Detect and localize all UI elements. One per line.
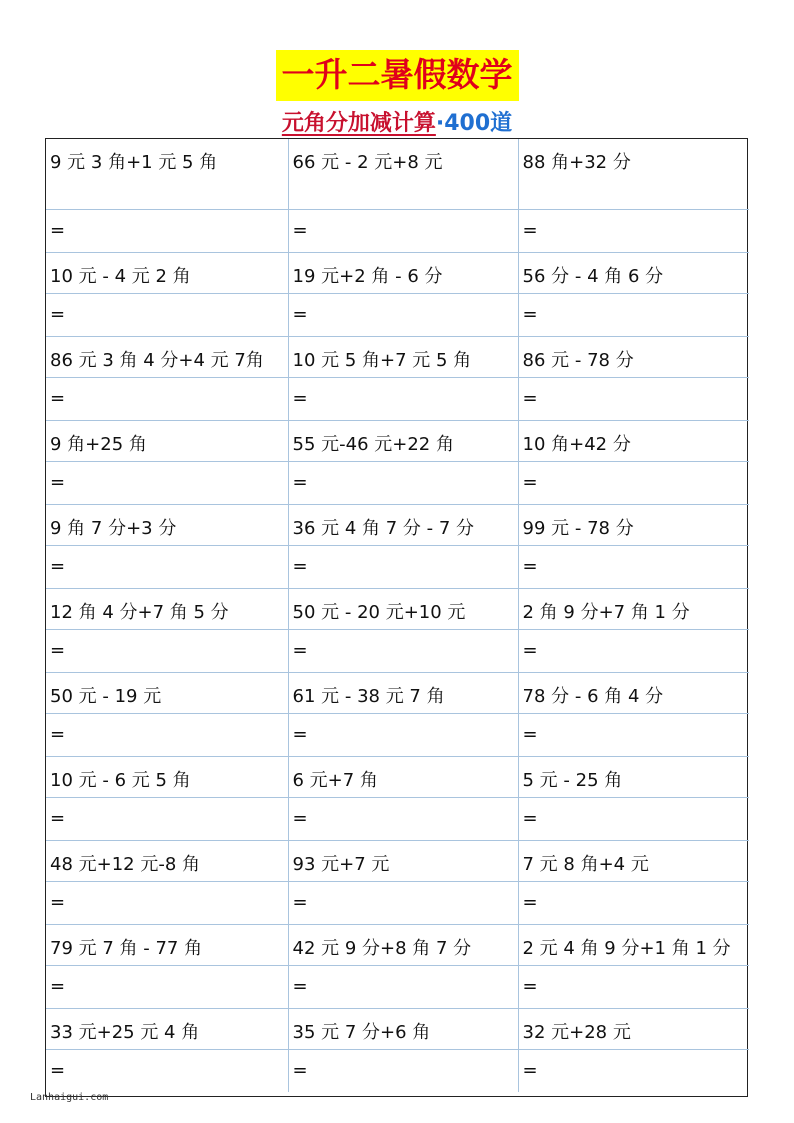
answer-cell[interactable]: = <box>288 965 518 1008</box>
answer-cell[interactable]: = <box>518 965 749 1008</box>
answer-cell[interactable]: = <box>518 461 749 504</box>
answer-cell[interactable]: = <box>288 461 518 504</box>
answer-cell[interactable]: = <box>46 377 288 420</box>
problem-row <box>46 420 749 461</box>
answer-cell[interactable]: = <box>518 713 749 756</box>
answer-cell[interactable]: = <box>288 797 518 840</box>
problem-cell: 5 元 - 25 角 <box>518 756 749 797</box>
answer-row <box>46 797 749 840</box>
problem-table <box>46 139 749 1092</box>
title-area <box>0 50 794 101</box>
answer-cell[interactable]: = <box>288 1049 518 1092</box>
answer-cell[interactable]: = <box>518 629 749 672</box>
answer-cell[interactable]: = <box>46 293 288 336</box>
problem-cell: 9 元 3 角+1 元 5 角 <box>46 139 288 209</box>
answer-cell[interactable]: = <box>46 545 288 588</box>
problem-row <box>46 504 749 545</box>
problem-cell: 12 角 4 分+7 角 5 分 <box>46 588 288 629</box>
problem-row <box>46 924 749 965</box>
answer-cell[interactable]: = <box>46 629 288 672</box>
problem-cell: 10 角+42 分 <box>518 420 749 461</box>
problem-cell: 78 分 - 6 角 4 分 <box>518 672 749 713</box>
problem-cell: 10 元 - 6 元 5 角 <box>46 756 288 797</box>
subtitle-count: ·400道 <box>435 111 513 136</box>
problem-cell: 2 角 9 分+7 角 1 分 <box>518 588 749 629</box>
problem-row <box>46 672 749 713</box>
problem-cell: 33 元+25 元 4 角 <box>46 1008 288 1049</box>
answer-row <box>46 1049 749 1092</box>
answer-cell[interactable]: = <box>288 209 518 252</box>
problem-row <box>46 336 749 377</box>
problem-row <box>46 588 749 629</box>
answer-cell[interactable]: = <box>518 293 749 336</box>
answer-cell[interactable]: = <box>46 1049 288 1092</box>
answer-row <box>46 293 749 336</box>
problem-cell: 86 元 3 角 4 分+4 元 7角 <box>46 336 288 377</box>
answer-cell[interactable]: = <box>288 293 518 336</box>
problem-row <box>46 252 749 293</box>
answer-row <box>46 209 749 252</box>
problem-cell: 9 角+25 角 <box>46 420 288 461</box>
answer-row <box>46 461 749 504</box>
problem-cell: 86 元 - 78 分 <box>518 336 749 377</box>
problem-cell: 19 元+2 角 - 6 分 <box>288 252 518 293</box>
answer-row <box>46 377 749 420</box>
answer-cell[interactable]: = <box>288 713 518 756</box>
answer-cell[interactable]: = <box>288 881 518 924</box>
answer-row <box>46 629 749 672</box>
problem-cell: 42 元 9 分+8 角 7 分 <box>288 924 518 965</box>
problem-cell: 7 元 8 角+4 元 <box>518 840 749 881</box>
problem-cell: 2 元 4 角 9 分+1 角 1 分 <box>518 924 749 965</box>
problem-cell: 61 元 - 38 元 7 角 <box>288 672 518 713</box>
problem-cell: 93 元+7 元 <box>288 840 518 881</box>
answer-row <box>46 965 749 1008</box>
subtitle <box>0 109 794 139</box>
answer-cell[interactable]: = <box>518 881 749 924</box>
answer-row <box>46 881 749 924</box>
subtitle-main: 元角分加减计算 <box>281 111 436 136</box>
problem-cell: 55 元-46 元+22 角 <box>288 420 518 461</box>
answer-cell[interactable]: = <box>518 545 749 588</box>
problem-row <box>46 139 749 209</box>
answer-cell[interactable]: = <box>518 377 749 420</box>
problem-cell: 10 元 - 4 元 2 角 <box>46 252 288 293</box>
problem-cell: 99 元 - 78 分 <box>518 504 749 545</box>
answer-cell[interactable]: = <box>46 881 288 924</box>
answer-row <box>46 713 749 756</box>
problem-cell: 50 元 - 20 元+10 元 <box>288 588 518 629</box>
answer-cell[interactable]: = <box>518 797 749 840</box>
problem-cell: 10 元 5 角+7 元 5 角 <box>288 336 518 377</box>
answer-cell[interactable]: = <box>288 377 518 420</box>
answer-cell[interactable]: = <box>46 965 288 1008</box>
answer-cell[interactable]: = <box>288 545 518 588</box>
problem-cell: 36 元 4 角 7 分 - 7 分 <box>288 504 518 545</box>
answer-row <box>46 545 749 588</box>
answer-cell[interactable]: = <box>46 461 288 504</box>
answer-cell[interactable]: = <box>522 1059 538 1081</box>
page-title: 一升二暑假数学 <box>276 50 519 101</box>
problem-cell: 9 角 7 分+3 分 <box>46 504 288 545</box>
problem-row <box>46 1008 749 1049</box>
problem-cell: 48 元+12 元-8 角 <box>46 840 288 881</box>
problem-cell: 66 元 - 2 元+8 元 <box>288 139 518 209</box>
answer-cell[interactable]: = <box>46 713 288 756</box>
problem-cell: 32 元+28 元 <box>518 1008 749 1049</box>
answer-cell[interactable]: = <box>46 209 288 252</box>
answer-cell[interactable]: = <box>518 209 749 252</box>
problem-cell: 50 元 - 19 元 <box>46 672 288 713</box>
answer-cell[interactable]: = <box>288 629 518 672</box>
problem-cell: 56 分 - 4 角 6 分 <box>518 252 749 293</box>
worksheet <box>45 138 748 1097</box>
problem-cell: 6 元+7 角 <box>288 756 518 797</box>
problem-row <box>46 840 749 881</box>
answer-cell[interactable]: = <box>46 797 288 840</box>
problem-cell: 35 元 7 分+6 角 <box>288 1008 518 1049</box>
problem-cell: 88 角+32 分 <box>518 139 749 209</box>
problem-cell: 79 元 7 角 - 77 角 <box>46 924 288 965</box>
footer-site: Lanhaigui.com <box>30 1092 109 1103</box>
problem-row <box>46 756 749 797</box>
